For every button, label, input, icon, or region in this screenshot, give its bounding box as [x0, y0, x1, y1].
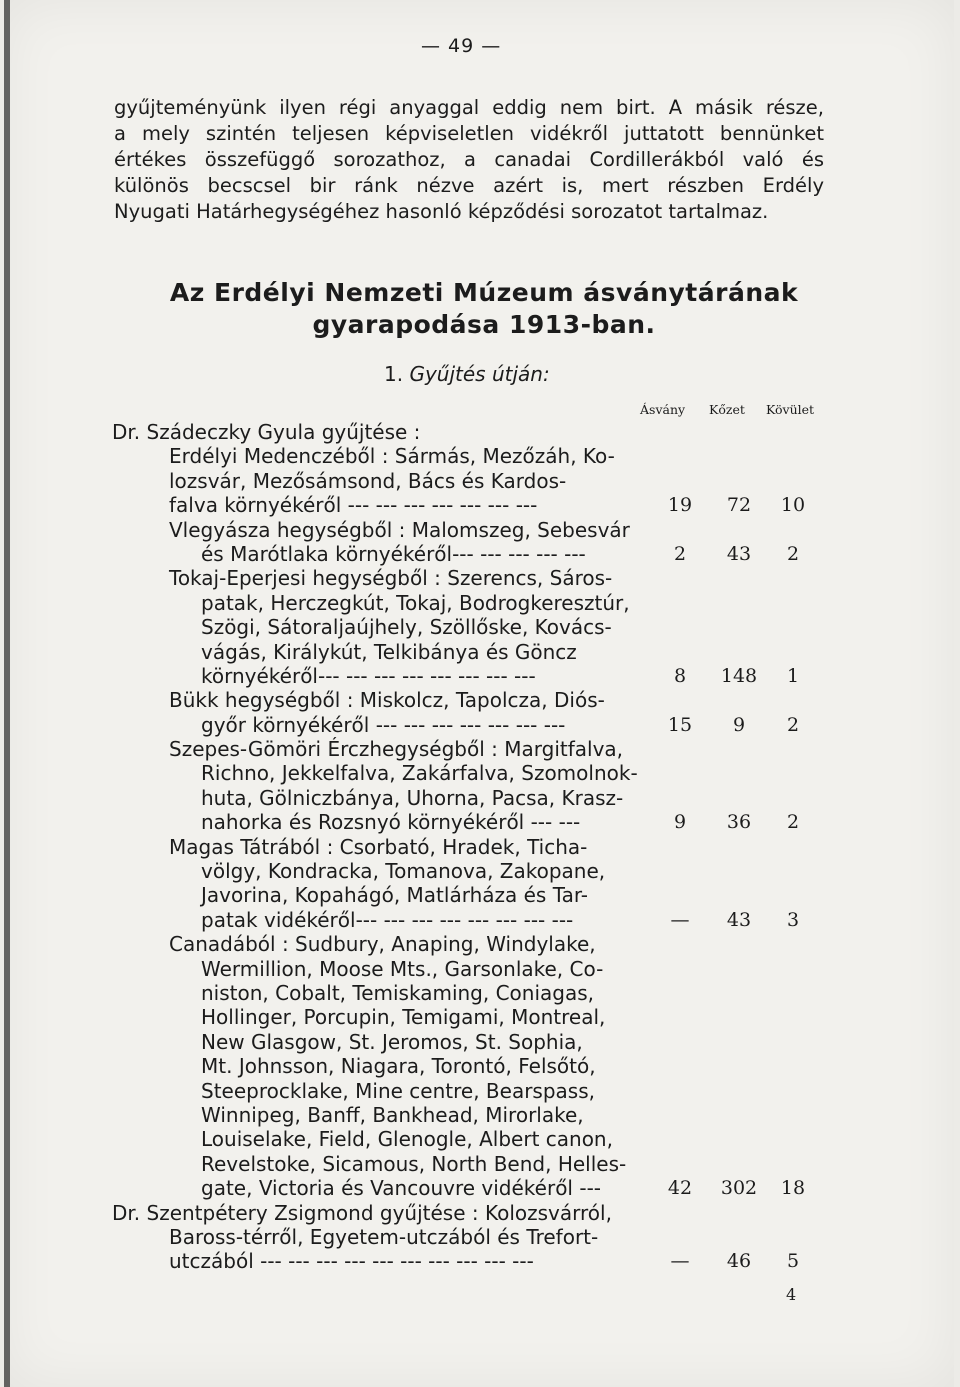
intro-line: gyűjteményünk ilyen régi anyaggal eddig nem birt. A másik része, — [114, 96, 824, 119]
entry-line: falva környékéről --- --- --- --- --- --- --- 19 72 10 — [112, 493, 832, 517]
collection-entry — [112, 835, 832, 933]
page-number: — 49 — — [421, 35, 502, 57]
entry-line: New Glasgow, St. Jeromos, St. Sophia, — [201, 1029, 583, 1054]
collection-entry — [112, 737, 832, 835]
entry-line: környékéről--- --- --- --- --- --- --- --- 8 148 1 — [112, 664, 832, 688]
entry-line: győr környékéről --- --- --- --- --- --- --- 15 9 2 — [112, 713, 832, 737]
entry-line: Dr. Szentpétery Zsigmond gyűjtése : Kolozsvárról, — [112, 1200, 612, 1225]
value-kovulet: 3 — [786, 908, 800, 931]
entry-line: Baross-térről, Egyetem-utczából és Trefort- — [169, 1224, 599, 1249]
entry-line: Szepes-Gömöri Érczhegységből : Margitfalva, — [169, 737, 624, 762]
entry-line: patak vidékéről--- --- --- --- --- --- --- --- — 43 3 — [112, 908, 832, 932]
entry-line: Canadából : Sudbury, Anaping, Windylake, — [169, 932, 596, 957]
value-kozet: 9 — [732, 713, 746, 736]
entry-line: Erdélyi Medenczéből : Sármás, Mezőzáh, Ko- — [169, 444, 615, 469]
entry-line: Wermillion, Moose Mts., Garsonlake, Co- — [201, 956, 604, 981]
value-asvany: 8 — [673, 664, 687, 687]
value-kovulet: 2 — [786, 542, 800, 565]
value-kozet: 36 — [726, 811, 752, 834]
entry-line: Vlegyásza hegységből : Malomszeg, Sebesvár — [169, 517, 630, 542]
entry-line: és Marótlaka környékéről--- --- --- --- --- 2 43 2 — [112, 542, 832, 566]
subsection-title: Gyűjtés útján: — [409, 362, 550, 386]
entry-line: Bükk hegységből : Miskolcz, Tapolcza, Diós- — [169, 688, 605, 713]
section-title-line2: gyarapodása 1913-ban. — [312, 310, 656, 339]
entry-line: Szögi, Sátoraljaújhely, Szöllőske, Kovács- — [201, 615, 612, 640]
value-kovulet: 2 — [786, 713, 800, 736]
intro-paragraph — [114, 95, 824, 225]
value-kozet: 72 — [726, 494, 752, 517]
entry-line: huta, Gölniczbánya, Uhorna, Pacsa, Krasz- — [201, 785, 624, 810]
entry-line: gate, Victoria és Vancouvre vidékéről --- 42 302 18 — [112, 1176, 832, 1200]
entry-line: Winnipeg, Banff, Bankhead, Mirorlake, — [201, 1102, 584, 1127]
section-title: Az Erdélyi Nemzeti Múzeum ásványtárának — [169, 278, 799, 307]
column-header-kozet: Kőzet — [709, 402, 745, 417]
entry-line: Revelstoke, Sicamous, North Bend, Helles- — [201, 1151, 627, 1176]
value-kozet: 302 — [720, 1177, 758, 1200]
page — [4, 0, 954, 1387]
value-asvany: 9 — [673, 811, 687, 834]
value-kovulet: 18 — [780, 1177, 806, 1200]
entry-line: lozsvár, Mezősámsond, Bács és Kardos- — [169, 468, 567, 493]
entry-line: nahorka és Rozsnyó környékéről --- --- 9 36 2 — [112, 810, 832, 834]
value-asvany: — — [670, 908, 690, 931]
subsection-heading — [384, 362, 550, 386]
entry-line: Steeprocklake, Mine centre, Bearspass, — [201, 1078, 595, 1103]
value-kovulet: 10 — [780, 494, 806, 517]
value-kovulet: 5 — [786, 1250, 800, 1273]
value-asvany: 15 — [667, 713, 693, 736]
entry-line: Richno, Jekkelfalva, Zakárfalva, Szomolnok- — [201, 761, 638, 786]
footer-number: 4 — [786, 1285, 797, 1304]
intro-line: különös becscsel bir ránk nézve azért is, mert részben Erdély — [114, 174, 824, 197]
value-kovulet: 1 — [786, 664, 800, 687]
value-kovulet: 2 — [786, 811, 800, 834]
entry-line: utczából --- --- --- --- --- --- --- --- --- --- — 46 5 — [112, 1249, 832, 1273]
value-asvany: 19 — [667, 494, 693, 517]
value-kozet: 46 — [726, 1250, 752, 1273]
value-kozet: 148 — [720, 664, 758, 687]
intro-line: értékes összefüggő sorozathoz, a canadai Cordillerákból való és — [114, 148, 824, 171]
column-header-kovulet: Kövület — [766, 402, 815, 417]
value-asvany: 42 — [667, 1177, 693, 1200]
entry-line: niston, Cobalt, Temiskaming, Coniagas, — [201, 980, 594, 1005]
value-asvany: — — [670, 1250, 690, 1273]
collection-entry — [112, 420, 832, 518]
page-edge — [4, 0, 10, 1387]
collection-entry — [112, 688, 832, 737]
entry-line: vágás, Királykút, Telkibánya és Göncz — [201, 639, 577, 664]
collection-entry — [112, 932, 832, 1200]
entry-line: Javorina, Kopahágó, Matlárháza és Tar- — [201, 883, 589, 908]
value-kozet: 43 — [726, 542, 752, 565]
collection-entry — [112, 1201, 832, 1274]
subsection-number: 1. — [384, 362, 404, 386]
intro-line: Nyugati Határhegységéhez hasonló képződési sorozatot tartalmaz. — [114, 200, 769, 223]
entry-line: Tokaj-Eperjesi hegységből : Szerencs, Sáros- — [169, 566, 613, 591]
entry-line: Magas Tátrából : Csorbató, Hradek, Ticha- — [169, 834, 588, 859]
entry-line: Mt. Johnsson, Niagara, Torontó, Felsőtó, — [201, 1054, 596, 1079]
entry-line: Dr. Szádeczky Gyula gyűjtése : — [112, 420, 421, 444]
entry-line: Louiselake, Field, Glenogle, Albert canon, — [201, 1127, 613, 1152]
value-asvany: 2 — [673, 542, 687, 565]
column-header-asvany: Ásvány — [640, 402, 686, 417]
intro-line: a mely szintén teljesen képviseletlen vidékről juttatott bennünket — [114, 122, 824, 145]
value-kozet: 43 — [726, 908, 752, 931]
entry-line: patak, Herczegkút, Tokaj, Bodrogkeresztúr, — [201, 590, 630, 615]
collection-list — [112, 420, 832, 1274]
collection-entry — [112, 566, 832, 688]
entry-line: Hollinger, Porcupin, Temigami, Montreal, — [201, 1005, 606, 1030]
entry-line: völgy, Kondracka, Tomanova, Zakopane, — [201, 859, 606, 884]
collection-entry — [112, 518, 832, 567]
